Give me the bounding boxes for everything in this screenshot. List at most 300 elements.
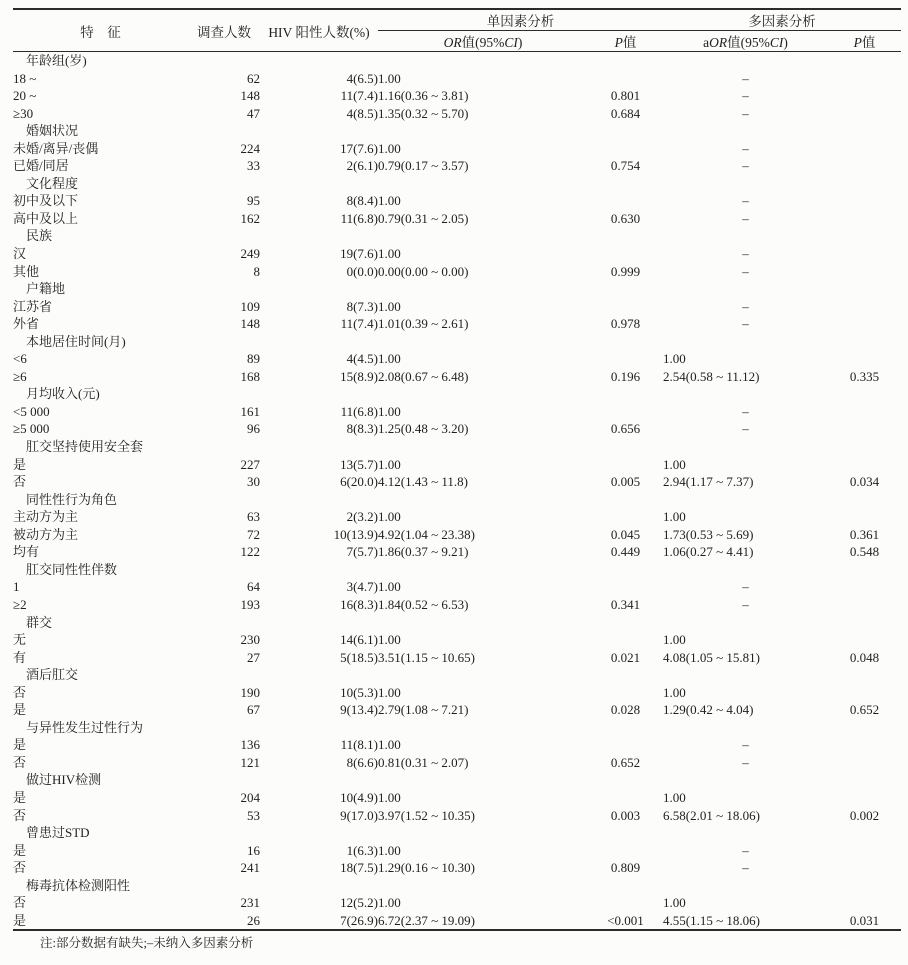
cell-p-multi — [828, 508, 901, 526]
cell-p-multi: 0.335 — [849, 368, 880, 384]
cell-hiv-positive: 8(8.3) — [346, 421, 378, 437]
cell-p-uni — [588, 736, 663, 754]
cell-aor-value: 4.08(1.05 ~ 15.81) — [663, 649, 760, 665]
group-label: 民族 — [26, 228, 53, 244]
cell-p-uni: 0.978 — [610, 316, 641, 332]
cell-surveyed-count: 53 — [247, 807, 260, 823]
cell-feature-level: 18 ~ — [13, 70, 37, 86]
cell-feature-level: 有 — [13, 649, 27, 665]
cell-hiv-positive: 18(7.5) — [340, 860, 378, 876]
col-group-univariate: 单因素分析 — [378, 9, 663, 31]
group-label: 酒后肛交 — [26, 667, 79, 683]
cell-aor-value: – — [742, 754, 749, 770]
cell-feature-level: 汉 — [13, 246, 27, 262]
cell-feature-level: 其他 — [13, 263, 40, 279]
data-row — [13, 754, 901, 772]
cell-p-uni — [588, 456, 663, 474]
data-row — [13, 192, 901, 210]
cell-feature-level: 否 — [13, 474, 27, 490]
header-row-spanners — [13, 9, 901, 31]
cell-aor-value: 6.58(2.01 ~ 18.06) — [663, 807, 760, 823]
cell-aor-value: 4.55(1.15 ~ 18.06) — [663, 912, 760, 928]
cell-or-value: 4.12(1.43 ~ 11.8) — [378, 474, 468, 490]
cell-p-multi: 0.361 — [849, 526, 880, 542]
cell-aor-value: – — [742, 140, 749, 156]
group-header-row — [13, 280, 901, 298]
cell-surveyed-count: 161 — [240, 403, 260, 419]
cell-aor-value: – — [742, 263, 749, 279]
col-group-multivariate: 多因素分析 — [663, 9, 901, 31]
data-row — [13, 508, 901, 526]
cell-hiv-positive: 11(6.8) — [340, 403, 378, 419]
cell-surveyed-count: 227 — [240, 456, 260, 472]
cell-aor-value: 1.29(0.42 ~ 4.04) — [663, 702, 754, 718]
cell-or-value: 1.00 — [378, 509, 401, 525]
cell-or-value: 1.84(0.52 ~ 6.53) — [378, 596, 469, 612]
data-row — [13, 859, 901, 877]
cell-or-value: 1.00 — [378, 70, 401, 86]
cell-p-uni: 0.045 — [610, 526, 641, 542]
cell-aor-value: 2.94(1.17 ~ 7.37) — [663, 474, 754, 490]
group-header-row — [13, 877, 901, 895]
cell-feature-level: 是 — [13, 912, 27, 928]
cell-surveyed-count: 64 — [247, 579, 260, 595]
data-row — [13, 70, 901, 88]
cell-or-value: 6.72(2.37 ~ 19.09) — [378, 912, 475, 928]
cell-or-value: 1.00 — [378, 351, 401, 367]
cell-hiv-positive: 10(13.9) — [333, 526, 378, 542]
cell-p-uni: 0.449 — [610, 544, 641, 560]
cell-hiv-positive: 11(7.4) — [340, 88, 378, 104]
cell-p-uni: 0.196 — [610, 368, 641, 384]
cell-or-value: 1.00 — [378, 456, 401, 472]
cell-feature-level: 是 — [13, 456, 27, 472]
cell-surveyed-count: 72 — [247, 526, 260, 542]
cell-feature-level: 未婚/离异/丧偶 — [13, 140, 99, 156]
group-header-row — [13, 719, 901, 737]
cell-p-uni: 0.028 — [610, 702, 641, 718]
cell-p-multi — [828, 350, 901, 368]
col-header-aor: aOR值(95%CI) — [663, 31, 828, 52]
cell-or-value: 3.97(1.52 ~ 10.35) — [378, 807, 475, 823]
cell-feature-level: 是 — [13, 789, 27, 805]
cell-p-multi: 0.048 — [849, 649, 880, 665]
group-header-row — [13, 824, 901, 842]
data-row — [13, 543, 901, 561]
cell-surveyed-count: 148 — [240, 88, 260, 104]
cell-surveyed-count: 136 — [240, 737, 260, 753]
data-row — [13, 157, 901, 175]
cell-aor-value: – — [742, 298, 749, 314]
cell-p-multi — [828, 192, 901, 210]
data-row — [13, 807, 901, 825]
cell-or-value: 1.25(0.48 ~ 3.20) — [378, 421, 469, 437]
cell-or-value: 1.35(0.32 ~ 5.70) — [378, 105, 469, 121]
cell-aor-value: 1.73(0.53 ~ 5.69) — [663, 526, 754, 542]
cell-feature-level: 否 — [13, 754, 27, 770]
data-row — [13, 578, 901, 596]
cell-aor-value: 1.00 — [663, 509, 686, 525]
cell-feature-level: <6 — [13, 351, 27, 367]
cell-or-value: 1.01(0.39 ~ 2.61) — [378, 316, 469, 332]
data-row — [13, 912, 901, 931]
group-label: 曾患过STD — [26, 825, 90, 841]
cell-aor-value: 1.00 — [663, 456, 686, 472]
cell-surveyed-count: 230 — [240, 632, 260, 648]
cell-p-multi — [828, 263, 901, 281]
cell-surveyed-count: 62 — [247, 70, 260, 86]
group-label: 做过HIV检测 — [26, 772, 102, 788]
cell-hiv-positive: 3(4.7) — [346, 579, 378, 595]
data-row — [13, 701, 901, 719]
cell-hiv-positive: 9(17.0) — [340, 807, 378, 823]
data-row — [13, 368, 901, 386]
cell-surveyed-count: 95 — [247, 193, 260, 209]
group-label: 本地居住时间(月) — [26, 333, 126, 349]
cell-or-value: 2.08(0.67 ~ 6.48) — [378, 368, 469, 384]
cell-feature-level: 20 ~ — [13, 88, 37, 104]
group-label: 婚姻状况 — [26, 123, 79, 139]
cell-p-multi — [828, 298, 901, 316]
group-label: 月均收入(元) — [26, 386, 100, 402]
cell-aor-value: 2.54(0.58 ~ 11.12) — [663, 368, 760, 384]
data-row — [13, 403, 901, 421]
group-header-row — [13, 385, 901, 403]
cell-p-multi — [828, 842, 901, 860]
cell-hiv-positive: 6(20.0) — [340, 474, 378, 490]
table-body — [13, 52, 901, 931]
data-row — [13, 210, 901, 228]
cell-aor-value: 1.00 — [663, 351, 686, 367]
cell-hiv-positive: 4(8.5) — [346, 105, 378, 121]
col-header-p-multi: P值 — [828, 31, 901, 52]
cell-p-multi — [828, 157, 901, 175]
data-row — [13, 263, 901, 281]
cell-surveyed-count: 27 — [247, 649, 260, 665]
cell-hiv-positive: 13(5.7) — [340, 456, 378, 472]
group-header-row — [13, 561, 901, 579]
cell-p-uni: 0.656 — [610, 421, 641, 437]
cell-hiv-positive: 11(8.1) — [340, 737, 378, 753]
data-row — [13, 87, 901, 105]
cell-hiv-positive: 17(7.6) — [340, 140, 378, 156]
cell-surveyed-count: 231 — [240, 895, 260, 911]
cell-hiv-positive: 12(5.2) — [340, 895, 378, 911]
group-header-row — [13, 227, 901, 245]
data-row — [13, 315, 901, 333]
cell-surveyed-count: 121 — [240, 754, 260, 770]
cell-p-multi — [828, 894, 901, 912]
cell-surveyed-count: 190 — [240, 684, 260, 700]
cell-p-multi — [828, 578, 901, 596]
data-row — [13, 526, 901, 544]
group-label: 与异性发生过性行为 — [26, 719, 144, 735]
cell-surveyed-count: 26 — [247, 912, 260, 928]
cell-feature-level: 外省 — [13, 316, 40, 332]
cell-surveyed-count: 30 — [247, 474, 260, 490]
cell-or-value: 1.16(0.36 ~ 3.81) — [378, 88, 469, 104]
cell-p-uni: 0.005 — [610, 474, 641, 490]
data-row — [13, 298, 901, 316]
cell-p-uni — [588, 789, 663, 807]
cell-p-multi: 0.548 — [849, 544, 880, 560]
cell-p-multi — [828, 754, 901, 772]
cell-p-multi — [828, 456, 901, 474]
group-label: 同性性行为角色 — [26, 491, 118, 507]
cell-aor-value: 1.00 — [663, 632, 686, 648]
cell-surveyed-count: 63 — [247, 509, 260, 525]
data-row — [13, 420, 901, 438]
cell-p-multi — [828, 684, 901, 702]
cell-or-value: 3.51(1.15 ~ 10.65) — [378, 649, 475, 665]
cell-aor-value: 1.06(0.27 ~ 4.41) — [663, 544, 754, 560]
cell-feature-level: 否 — [13, 895, 27, 911]
cell-p-multi — [828, 789, 901, 807]
cell-hiv-positive: 10(5.3) — [340, 684, 378, 700]
cell-hiv-positive: 9(13.4) — [340, 702, 378, 718]
cell-feature-level: 是 — [13, 737, 27, 753]
cell-p-uni — [588, 894, 663, 912]
cell-aor-value: – — [742, 246, 749, 262]
cell-aor-value: – — [742, 579, 749, 595]
group-label: 年龄组(岁) — [26, 53, 87, 68]
cell-p-multi — [828, 140, 901, 158]
cell-surveyed-count: 241 — [240, 860, 260, 876]
cell-aor-value: – — [742, 316, 749, 332]
cell-or-value: 1.00 — [378, 895, 401, 911]
col-header-surveyed-count: 调查人数 — [188, 9, 260, 52]
cell-surveyed-count: 204 — [240, 789, 260, 805]
data-row — [13, 631, 901, 649]
group-header-row — [13, 771, 901, 789]
cell-aor-value: – — [742, 596, 749, 612]
cell-feature-level: 是 — [13, 702, 27, 718]
cell-hiv-positive: 5(18.5) — [340, 649, 378, 665]
data-row — [13, 789, 901, 807]
cell-feature-level: 江苏省 — [13, 298, 53, 314]
cell-or-value: 1.00 — [378, 298, 401, 314]
cell-feature-level: 否 — [13, 807, 27, 823]
cell-p-uni: 0.341 — [610, 596, 641, 612]
cell-hiv-positive: 8(7.3) — [346, 298, 378, 314]
cell-feature-level: 否 — [13, 684, 27, 700]
cell-p-uni: 0.684 — [610, 105, 641, 121]
data-row — [13, 596, 901, 614]
cell-hiv-positive: 7(5.7) — [346, 544, 378, 560]
cell-p-uni — [588, 631, 663, 649]
cell-hiv-positive: 14(6.1) — [340, 632, 378, 648]
cell-surveyed-count: 122 — [240, 544, 260, 560]
cell-surveyed-count: 162 — [240, 210, 260, 226]
cell-p-multi: 0.652 — [849, 702, 880, 718]
cell-feature-level: <5 000 — [13, 403, 50, 419]
cell-or-value: 1.00 — [378, 632, 401, 648]
cell-p-uni — [588, 684, 663, 702]
cell-p-multi — [828, 87, 901, 105]
group-header-row — [13, 122, 901, 140]
cell-aor-value: – — [742, 210, 749, 226]
table-footnote: 注:部分数据有缺失;–未纳入多因素分析 — [40, 936, 254, 951]
cell-surveyed-count: 16 — [247, 842, 260, 858]
cell-or-value: 1.00 — [378, 140, 401, 156]
scanned-paper-table-page — [0, 8, 908, 965]
cell-aor-value: – — [742, 860, 749, 876]
cell-hiv-positive: 4(4.5) — [346, 351, 378, 367]
cell-surveyed-count: 47 — [247, 105, 260, 121]
cell-surveyed-count: 193 — [240, 596, 260, 612]
cell-aor-value: – — [742, 193, 749, 209]
cell-surveyed-count: 89 — [247, 351, 260, 367]
cell-p-multi: 0.031 — [849, 912, 880, 928]
cell-or-value: 0.79(0.31 ~ 2.05) — [378, 210, 469, 226]
cell-p-multi: 0.034 — [849, 474, 880, 490]
cell-aor-value: – — [742, 105, 749, 121]
cell-p-multi — [828, 859, 901, 877]
cell-hiv-positive: 16(8.3) — [340, 596, 378, 612]
cell-p-uni — [588, 298, 663, 316]
cell-hiv-positive: 4(6.5) — [346, 70, 378, 86]
cell-or-value: 1.00 — [378, 246, 401, 262]
data-row — [13, 684, 901, 702]
data-row — [13, 140, 901, 158]
cell-hiv-positive: 11(6.8) — [340, 210, 378, 226]
cell-or-value: 1.00 — [378, 403, 401, 419]
cell-p-uni: 0.630 — [610, 210, 641, 226]
cell-feature-level: 已婚/同居 — [13, 158, 69, 174]
cell-or-value: 1.00 — [378, 684, 401, 700]
cell-or-value: 1.00 — [378, 193, 401, 209]
group-label: 梅毒抗体检测阳性 — [26, 877, 131, 893]
cell-or-value: 1.00 — [378, 842, 401, 858]
data-row — [13, 105, 901, 123]
cell-p-multi: 0.002 — [849, 807, 880, 823]
cell-feature-level: 1 — [13, 579, 20, 595]
cell-or-value: 1.00 — [378, 737, 401, 753]
hiv-risk-factor-table — [13, 8, 901, 931]
cell-p-multi — [828, 736, 901, 754]
cell-p-multi — [828, 315, 901, 333]
group-header-row — [13, 333, 901, 351]
cell-surveyed-count: 148 — [240, 316, 260, 332]
cell-or-value: 2.79(1.08 ~ 7.21) — [378, 702, 469, 718]
cell-p-multi — [828, 105, 901, 123]
cell-p-multi — [828, 403, 901, 421]
cell-p-multi — [828, 245, 901, 263]
cell-surveyed-count: 168 — [240, 368, 260, 384]
cell-aor-value: – — [742, 70, 749, 86]
cell-p-uni: 0.021 — [610, 649, 641, 665]
cell-feature-level: ≥5 000 — [13, 421, 50, 437]
cell-surveyed-count: 33 — [247, 158, 260, 174]
cell-feature-level: 初中及以下 — [13, 193, 79, 209]
cell-feature-level: ≥6 — [13, 368, 27, 384]
data-row — [13, 473, 901, 491]
cell-feature-level: 主动方为主 — [13, 509, 79, 525]
data-row — [13, 736, 901, 754]
group-label: 群交 — [26, 614, 53, 630]
cell-p-uni: 0.652 — [610, 754, 641, 770]
cell-aor-value: – — [742, 842, 749, 858]
cell-p-uni — [588, 842, 663, 860]
data-row — [13, 894, 901, 912]
cell-hiv-positive: 8(6.6) — [346, 754, 378, 770]
cell-or-value: 1.00 — [378, 579, 401, 595]
cell-p-uni: 0.003 — [610, 807, 641, 823]
cell-feature-level: 是 — [13, 842, 27, 858]
cell-hiv-positive: 7(26.9) — [340, 912, 378, 928]
cell-p-uni — [588, 70, 663, 88]
cell-or-value: 0.81(0.31 ~ 2.07) — [378, 754, 469, 770]
cell-p-multi — [828, 631, 901, 649]
cell-p-uni: 0.809 — [610, 860, 641, 876]
col-header-or: OR值(95%CI) — [378, 31, 588, 52]
cell-hiv-positive: 2(6.1) — [346, 158, 378, 174]
cell-feature-level: 高中及以上 — [13, 210, 79, 226]
cell-feature-level: 均有 — [13, 544, 40, 560]
cell-aor-value: 1.00 — [663, 684, 686, 700]
cell-feature-level: 否 — [13, 860, 27, 876]
cell-hiv-positive: 2(3.2) — [346, 509, 378, 525]
cell-aor-value: – — [742, 158, 749, 174]
group-label: 文化程度 — [26, 175, 79, 191]
col-header-hiv-positive: HIV 阳性人数(%) — [260, 9, 378, 52]
group-header-row — [13, 52, 901, 70]
data-row — [13, 649, 901, 667]
cell-feature-level: 被动方为主 — [13, 526, 79, 542]
cell-p-uni — [588, 350, 663, 368]
data-row — [13, 842, 901, 860]
cell-or-value: 1.00 — [378, 789, 401, 805]
cell-or-value: 0.79(0.17 ~ 3.57) — [378, 158, 469, 174]
col-header-feature: 特 征 — [13, 9, 188, 52]
cell-p-multi — [828, 70, 901, 88]
cell-or-value: 0.00(0.00 ~ 0.00) — [378, 263, 469, 279]
cell-surveyed-count: 224 — [240, 140, 260, 156]
cell-p-uni: <0.001 — [607, 912, 644, 928]
cell-hiv-positive: 1(6.3) — [346, 842, 378, 858]
cell-p-multi — [828, 420, 901, 438]
group-header-row — [13, 175, 901, 193]
group-header-row — [13, 491, 901, 509]
cell-aor-value: – — [742, 403, 749, 419]
cell-p-uni — [588, 245, 663, 263]
cell-p-uni — [588, 140, 663, 158]
cell-p-multi — [828, 596, 901, 614]
cell-p-uni — [588, 192, 663, 210]
cell-p-multi — [828, 210, 901, 228]
col-header-p-uni: P值 — [588, 31, 663, 52]
cell-feature-level: ≥30 — [13, 105, 34, 121]
group-header-row — [13, 666, 901, 684]
cell-surveyed-count: 8 — [253, 263, 260, 279]
group-header-row — [13, 438, 901, 456]
group-label: 户籍地 — [26, 281, 66, 297]
cell-p-uni — [588, 403, 663, 421]
cell-surveyed-count: 96 — [247, 421, 260, 437]
cell-hiv-positive: 8(8.4) — [346, 193, 378, 209]
table-header — [13, 9, 901, 52]
group-label: 肛交同性性伴数 — [26, 561, 118, 577]
cell-feature-level: 无 — [13, 632, 27, 648]
cell-p-uni — [588, 578, 663, 596]
cell-surveyed-count: 67 — [247, 702, 260, 718]
cell-hiv-positive: 15(8.9) — [340, 368, 378, 384]
data-row — [13, 245, 901, 263]
cell-hiv-positive: 11(7.4) — [340, 316, 378, 332]
cell-surveyed-count: 249 — [240, 246, 260, 262]
cell-or-value: 1.86(0.37 ~ 9.21) — [378, 544, 469, 560]
data-row — [13, 456, 901, 474]
